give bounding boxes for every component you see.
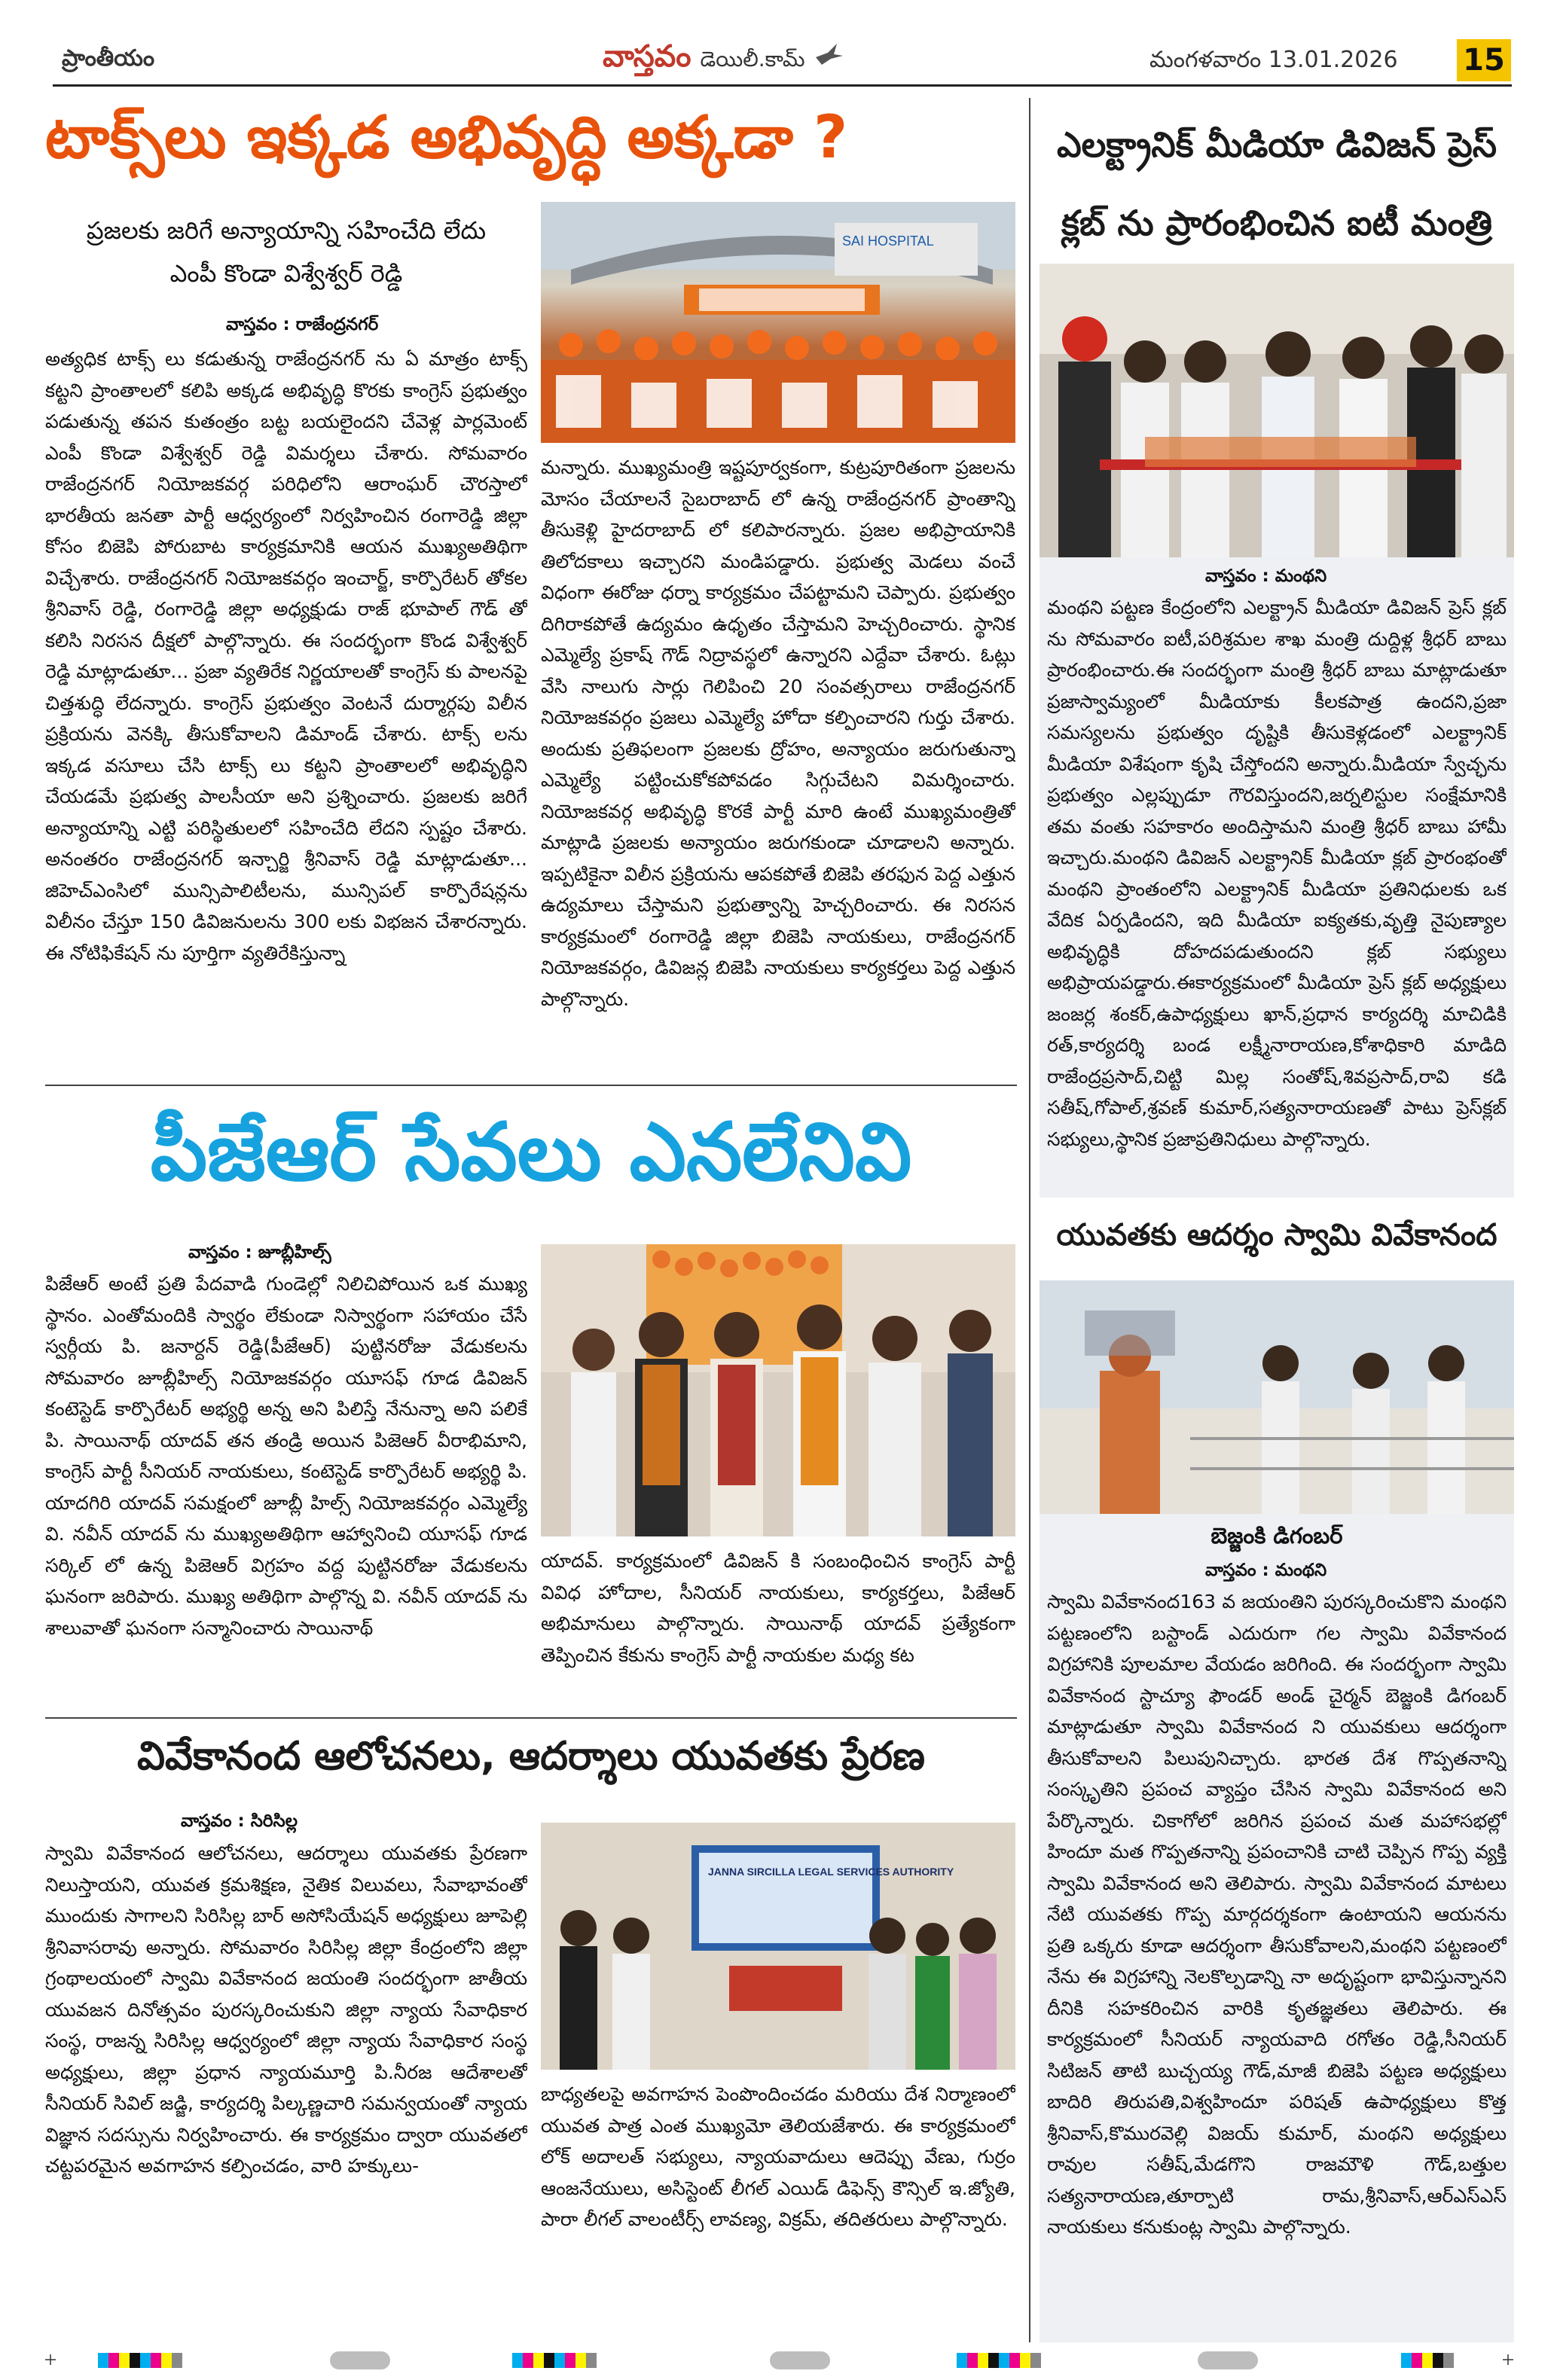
- print-pill-mark: [770, 2351, 830, 2369]
- article2-col1: పిజేఆర్ అంటే ప్రతి పేదవాడి గుండెల్లో నిలిచిపోయిన ఒక ముఖ్య స్థానం. ఎంతోమందికి స్వార్థం లేకుండా నిస్వార్థంగా సహాయం చేసే స్వర్గీయ పి. జనార్దన్ రెడ్డి(పీజేఆర్) పుట్టినరోజు వేడుకలను సోమవారం జూబ్లీహిల్స్ నియోజకవర్గం యూసఫ్ గూడ డివిజన్ కంటెస్టెడ్ కార్పొరేటర్ అభ్యర్థి అన్న అని పిలిస్తే నేనున్నా అని పలికే పి. సాయినాథ్ యాదవ్ తన తండ్రి అయిన పిజెఆర్ వీరాభిమాని, కాంగ్రెస్ పార్టీ సీనియర్ నాయకులు, కంటెస్టెడ్ కార్పొరేటర్ అభ్యర్థి పి. యాదగిరి యాదవ్ సమక్షంలో జూబ్లీ హిల్స్ నియోజకవర్గం ఎమ్మెల్యే వి. నవీన్ యాదవ్ ను ముఖ్యఅతిథిగా ఆహ్వానించి యూసఫ్ గూడ సర్కిల్ లో ఉన్న పిజెఆర్ విగ్రహం వద్ద పుట్టినరోజు వేడుకలను ఘనంగా జరిపారు. ముఖ్య అతిథిగా పాల్గొన్న వి. నవీన్ యాదవ్ ను శాలువాతో ఘనంగా సన్మానించారు సాయినాథ్: [45, 1273, 527, 1639]
- article1-col1: అత్యధిక టాక్స్ లు కడుతున్న రాజేంద్రనగర్ ను ఏ మాత్రం టాక్స్ కట్టని ప్రాంతాలలో కలిపి అక్కడ అభివృద్ధి కొరకు కాంగ్రెస్ ప్రభుత్వం పడుతున్న తపన కుతంత్రం బట్ట బయలైందని చేవెళ్ల పార్లమెంట్ ఎంపీ కొండా విశ్వేశ్వర్ రెడ్డి విమర్శలు చేశారు. సోమవారం రాజేంద్రనగర్ నియోజకవర్గ పరిధిలోని ఆరాంఘర్ చౌరస్తాలో భారతీయ జనతా పార్టీ ఆధ్వర్యంలో నిర్వహించిన రంగారెడ్డి జిల్లా కోసం బిజెపి పోరుబాట కార్యక్రమానికి ఆయన ముఖ్యఅతిథిగా విచ్చేశారు. రాజేంద్రనగర్ నియోజకవర్గం ఇంచార్జ్, కార్పొరేటర్ తోకల శ్రీనివాస్ రెడ్డి, రంగారెడ్డి జిల్లా అధ్యక్షుడు రాజ్ భూపాల్ గౌడ్ తో కలిసి నిరసన దీక్షలో పాల్గొన్నారు. ఈ సందర్భంగా కొండ విశ్వేశ్వర్ రెడ్డి మాట్లాడుతూ... ప్రజా వ్యతిరేక నిర్ణయాలతో కాంగ్రెస్ కు పాలనపై చిత్తశుద్ధి లేదన్నారు. కాంగ్రెస్ ప్రభుత్వం వెంటనే దుర్మార్గపు విలీన ప్రక్రియను వెనక్కి తీసుకోవాలని డిమాండ్ చేశారు. టాక్స్ లను ఇక్కడ వసూలు చేసి టాక్స్ లు కట్టని ప్రాంతాలలో అభివృద్ధిని చేయడమే ప్రభుత్వ పాలసీయా అని ప్రశ్నించారు. ప్రజలకు జరిగే అన్యాయాన్ని ఎట్టి పరిస్థితులలో సహించేది లేదని స్పష్టం చేశారు. అనంతరం రాజేంద్రనగర్ ఇన్చార్జి శ్రీనివాస్ రెడ్డి మాట్లాడుతూ... జిహెచ్ఎంసిలో మున్సిపాలిటీలను, మున్సిపల్ కార్పొరేషన్లను విలీనం చేస్తూ 150 డివిజనులను 300 లకు విభజన చేశారన్నారు. ఈ నోటిఫికేషన్ ను పూర్తిగా వ్యతిరేకిస్తున్నా: [45, 348, 527, 964]
- article2-dateline: వాస్తవం : జూబ్లీహిల్స్: [188, 1243, 331, 1262]
- article5-photo: [1040, 1280, 1514, 1514]
- bird-logo-icon: [814, 42, 844, 66]
- protest-scene-graphic: [541, 202, 1015, 443]
- section-label: ప్రాంతీయం: [62, 45, 155, 72]
- article5-box: [1040, 1280, 1514, 2342]
- article1-headline: టాక్స్‌లు ఇక్కడ అభివృద్ధి అక్కడా ?: [45, 104, 848, 172]
- article5-dateline: వాస్తవం : మంథని: [1205, 1561, 1327, 1580]
- article2-photo: [541, 1244, 1015, 1536]
- color-bar: [1401, 2353, 1454, 2368]
- column-divider: [1029, 98, 1030, 2342]
- article3-dateline: వాస్తవం : సిరిసిల్ల: [181, 1811, 298, 1831]
- registration-mark-icon: [45, 2354, 56, 2365]
- article4-headline-line2: క్లబ్ ను ప్రారంభించిన ఐటీ మంత్రి: [1061, 203, 1493, 243]
- masthead-site: డెయిలీ.కామ్: [700, 47, 805, 72]
- color-bar: [957, 2353, 1041, 2368]
- article5-body: స్వామి వివేకానంద163 వ జయంతిని పురస్కరించుకొని మంథని పట్టణంలోని బస్టాండ్ ఎదురుగా గల స్వామి వివేకానంద విగ్రహానికి పూలమాల వేయడం జరిగింది. ఈ సందర్భంగా స్వామి వివేకానంద స్టాచ్యూ ఫౌండర్ అండ్ చైర్మన్ బెజ్జంకి డిగంబర్ మాట్లాడుతూ స్వామి వివేకానంద ని యువకులు ఆదర్శంగా తీసుకోవాలని పిలుపునిచ్చారు. భారత దేశ గొప్పతనాన్ని సంస్కృతిని ప్రపంచ వ్యాప్తం చేసిన స్వామి వివేకానంద అని పేర్కొన్నారు. చికాగోలో జరిగిన ప్రపంచ మత మహాసభల్లో హిందూ మత గొప్పతనాన్ని ప్రపంచానికి చాటి చెప్పిన గొప్ప వ్యక్తి స్వామి వివేకానంద అని తెలిపారు. స్వామి వివేకానంద మాటలు నేటి యువతకు గొప్ప మార్గదర్శకంగా ఉంటాయని ఆయనను ప్రతి ఒక్కరు కూడా ఆదర్శంగా తీసుకోవాలని,మంథని పట్టణంలో నేను ఈ విగ్రహాన్ని నెలకొల్పడాన్ని నా అదృష్టంగా భావిస్తున్నానని దీనికి సహకరించిన వారికి కృతజ్ఞతలు తెలిపారు. ఈ కార్యక్రమంలో సీనియర్ న్యాయవాది రగోతం రెడ్డి,సీనియర్ సిటిజన్ తాటి బుచ్చయ్య గౌడ్,మాజీ బిజెపి పట్టణ అధ్యక్షులు బాదిరి తిరుపతి,విశ్వహిందూ పరిషత్ ఉపాధ్యక్షులు కొత్త శ్రీనివాస్,కొమురవెల్లి విజయ్ కుమార్, మంథని అధ్యక్షులు రావుల సతీష్,మేడగొని రాజమౌళి గౌడ్,బత్తుల సత్యనారాయణ,తూర్పాటి రామ,శ్రీనివాస్,ఆర్ఎస్ఎస్ నాయకులు కనుకుంట్ల స్వామి పాల్గొన్నారు.: [1047, 1591, 1507, 2238]
- issue-date: మంగళవారం 13.01.2026: [1149, 47, 1398, 73]
- hospital-sign: SAI HOSPITAL: [842, 233, 934, 249]
- article1-dateline: వాస్తవం : రాజేంద్రనగర్: [226, 315, 379, 334]
- article4-body: మంథని పట్టణ కేంద్రంలోని ఎలక్ట్రాన్ మీడియా డివిజన్ ప్రెస్ క్లబ్ ను సోమవారం ఐటీ,పరిశ్రమల శాఖ మంత్రి దుద్దిళ్ల శ్రీధర్ బాబు ప్రారంభించారు.ఈ సందర్భంగా మంత్రి శ్రీధర్ బాబు మాట్లాడుతూ ప్రజాస్వామ్యంలో మీడియాకు కీలకపాత్ర ఉందని,ప్రజా సమస్యలను ప్రభుత్వం దృష్టికి తీసుకెళ్లడంలో ఎలక్ట్రానిక్ మీడియా విశేషంగా కృషి చేస్తోందని అన్నారు.మీడియా స్వేచ్ఛను ప్రభుత్వం ఎల్లప్పుడూ గౌరవిస్తుందని,జర్నలిస్టుల సంక్షేమానికి తమ వంతు సహకారం అందిస్తామని మంత్రి శ్రీధర్ బాబు హామీ ఇచ్చారు.మంథని డివిజన్ ఎలక్ట్రానిక్ మీడియా క్లబ్ ప్రారంభంతో మంథని ప్రాంతంలోని ఎలక్ట్రానిక్ మీడియా ప్రతినిధులకు ఒక వేదిక ఏర్పడిందని, ఇది మీడియా ఐక్యతకు,వృత్తి నైపుణ్యాల అభివృద్ధికి దోహదపడుతుందని క్లబ్ సభ్యులు అభిప్రాయపడ్డారు.ఈకార్యక్రమంలో మీడియా ప్రెస్ క్లబ్ అధ్యక్షులు జంజర్ల శంకర్,ఉపాధ్యక్షులు ఖాన్,ప్రధాన కార్యదర్శి మాచిడికి రత్,కార్యదర్శి బండ లక్ష్మీనారాయణ,కోశాధికారి మాడిది రాజేంద్రప్రసాద్,చిట్టి మిల్ల సంతోష్,శివప్రసాద్,రావి కడి సతీష్,గోపాల్,శ్రవణ్ కుమార్,సత్యనారాయణతో పాటు ప్రెస్‌క్లబ్ సభ్యులు,స్థానిక ప్రజాప్రతినిధులు పాల్గొన్నారు.: [1047, 597, 1507, 1150]
- article2-headline: పీజేఆర్ సేవలు ఎనలేనివి: [150, 1106, 912, 1198]
- article1-subhead-2: ఎంపీ కొండా విశ్వేశ్వర్ రెడ్డి: [169, 259, 403, 288]
- article4-dateline: వాస్తవం : మంథని: [1205, 566, 1327, 586]
- masthead-title: వాస్తవం: [603, 39, 691, 74]
- legal-awareness-graphic: [541, 1823, 1015, 2070]
- article3-col2: బాధ్యతలపై అవగాహన పెంపొందించడం మరియు దేశ నిర్మాణంలో యువత పాత్ర ఎంత ముఖ్యమో తెలియజేశారు. ఈ కార్యక్రమంలో లోక్ అదాలత్ సభ్యులు, న్యాయవాదులు ఆదెప్పు వేణు, గుర్రం ఆంజనేయులు, అసిస్టెంట్ లీగల్ ఎయిడ్ డిఫెన్స్ కౌన్సిల్ ఇ.జ్యోతి, పారా లీగల్ వాలంటీర్స్ లావణ్య, విక్రమ్, తదితరులు పాల్గొన్నారు.: [541, 2083, 1015, 2230]
- header-rule: [53, 84, 1512, 87]
- article1-photo: [541, 202, 1015, 443]
- article3-photo: [541, 1823, 1015, 2070]
- article2-col2: యాదవ్. కార్యక్రమంలో డివిజన్ కి సంబంధించిన కాంగ్రెస్ పార్టీ వివిధ హోదాల, సీనియర్ నాయకులు, కార్యకర్తలు, పిజేఆర్ అభిమానులు పాల్గొన్నారు. సాయినాథ్ యాదవ్ ప్రత్యేకంగా తెప్పించిన కేకును కాంగ్రెస్ పార్టీ నాయకుల మధ్య కట: [541, 1550, 1015, 1666]
- article1-subhead: [45, 211, 527, 297]
- article1-subhead-1: ప్రజలకు జరిగే అన్యాయాన్ని సహించేది లేదు: [86, 216, 487, 245]
- article1-col2: మన్నారు. ముఖ్యమంత్రి ఇష్టపూర్వకంగా, కుట్రపూరితంగా ప్రజలను మోసం చేయాలనే సైబరాబాద్ లో ఉన్న రాజేంద్రనగర్ ప్రాంతాన్ని తీసుకెళ్లి హైదరాబాద్ లో కలిపారన్నారు. ప్రజల అభిప్రాయానికి తిలోదకాలు ఇచ్చారని మండిపడ్డారు. ప్రభుత్వ మెడలు వంచే విధంగా ఈరోజు ధర్నా కార్యక్రమం చేపట్టామని చెప్పారు. ప్రభుత్వం దిగిరాకపోతే ఉద్యమం ఉధృతం చేస్తామని హెచ్చరించారు. స్థానిక ఎమ్మెల్యే ప్రకాష్ గౌడ్ నిద్రావస్థలో ఉన్నారని ఎద్దేవా చేశారు. ఓట్లు వేసి నాలుగు సార్లు గెలిపించి 20 సంవత్సరాలు రాజేంద్రనగర్ నియోజకవర్గం ప్రజలు ఎమ్మెల్యే హోదా కల్పించారని గుర్తు చేశారు. అందుకు ప్రతిఫలంగా ప్రజలకు ద్రోహం, అన్యాయం జరుగుతున్నా ఎమ్మెల్యే పట్టించుకోకపోవడం సిగ్గుచేటని విమర్శించారు. నియోజకవర్గ అభివృద్ధి కొరకే పార్టీ మారి ఉంటే ముఖ్యమంత్రితో మాట్లాడి ప్రజలకు అన్యాయం జరుగకుండా చూడాలని అన్నారు. ఇప్పటికైనా విలీన ప్రక్రియను ఆపకపోతే బిజెపి తరఫున పెద్ద ఎత్తున ఉద్యమాలు చేస్తామని ప్రభుత్వాన్ని హెచ్చరించారు. ఈ నిరసన కార్యక్రమంలో రంగారెడ్డి జిల్లా బిజెపి నాయకులు, రాజేంద్రనగర్ నియోజకవర్గం, డివిజన్ల బిజెపి నాయకులు కార్యకర్తలు పెద్ద ఎత్తున పాల్గొన్నారు.: [541, 456, 1015, 1010]
- press-club-inauguration-graphic: [1040, 264, 1514, 557]
- registration-mark-icon: [1503, 2354, 1513, 2365]
- article4-box: [1040, 264, 1514, 1198]
- color-bar: [512, 2353, 597, 2368]
- article1-bottom-rule: [45, 1085, 1017, 1086]
- vivekananda-statue-graphic: [1040, 1280, 1514, 1514]
- pjr-tribute-graphic: [541, 1244, 1015, 1536]
- print-pill-mark: [1198, 2351, 1258, 2369]
- article5-headline: యువతకు ఆదర్శం స్వామి వివేకానంద: [1056, 1218, 1497, 1253]
- article4-photo: [1040, 264, 1514, 557]
- article4-headline-line1: ఎలక్ట్రానిక్ మీడియా డివిజన్ ప్రెస్: [1056, 124, 1497, 165]
- masthead: [603, 39, 844, 81]
- article3-col1: స్వామి వివేకానంద ఆలోచనలు, ఆదర్శాలు యువతకు ప్రేరణగా నిలుస్తాయని, యువత క్రమశిక్షణ, నైతిక విలువలు, సేవాభావంతో ముందుకు సాగాలని సిరిసిల్ల బార్ అసోసియేషన్ అధ్యక్షులు జూపెల్లి శ్రీనివాసరావు అన్నారు. సోమవారం సిరిసిల్ల జిల్లా కేంద్రంలోని జిల్లా గ్రంథాలయంలో స్వామి వివేకానంద జయంతి సందర్భంగా జాతీయ యువజన దినోత్సవం పురస్కరించుకుని జిల్లా న్యాయ సేవాధికార సంస్థ, రాజన్న సిరిసిల్ల ఆధ్వర్యంలో జిల్లా న్యాయ సేవాధికార సంస్థ అధ్యక్షులు, జిల్లా ప్రధాన న్యాయమూర్తి పి.నీరజ ఆదేశాలతో సీనియర్ సివిల్ జడ్జి, కార్యదర్శి పిల్కణ్ణచారి సమన్వయంతో న్యాయ విజ్ఞాన సదస్సును నిర్వహించారు. ఈ కార్యక్రమం ద్వారా యువతలో చట్టపరమైన అవగాహన కల్పించడం, వారి హక్కులు-: [45, 1842, 527, 2177]
- article3-headline: వివేకానంద ఆలోచనలు, ఆదర్శాలు యువతకు ప్రేరణ: [137, 1734, 925, 1779]
- page-number: 15: [1457, 39, 1511, 81]
- print-pill-mark: [330, 2351, 390, 2369]
- color-bar: [98, 2353, 182, 2368]
- article2-bottom-rule: [45, 1717, 1017, 1719]
- article4-headline: [1040, 105, 1514, 262]
- article5-photo-caption: బెజ్జంకి డిగంబర్: [1210, 1523, 1343, 1549]
- legal-banner-text: JANNA SIRCILLA LEGAL SERVICES AUTHORITY: [708, 1866, 954, 1878]
